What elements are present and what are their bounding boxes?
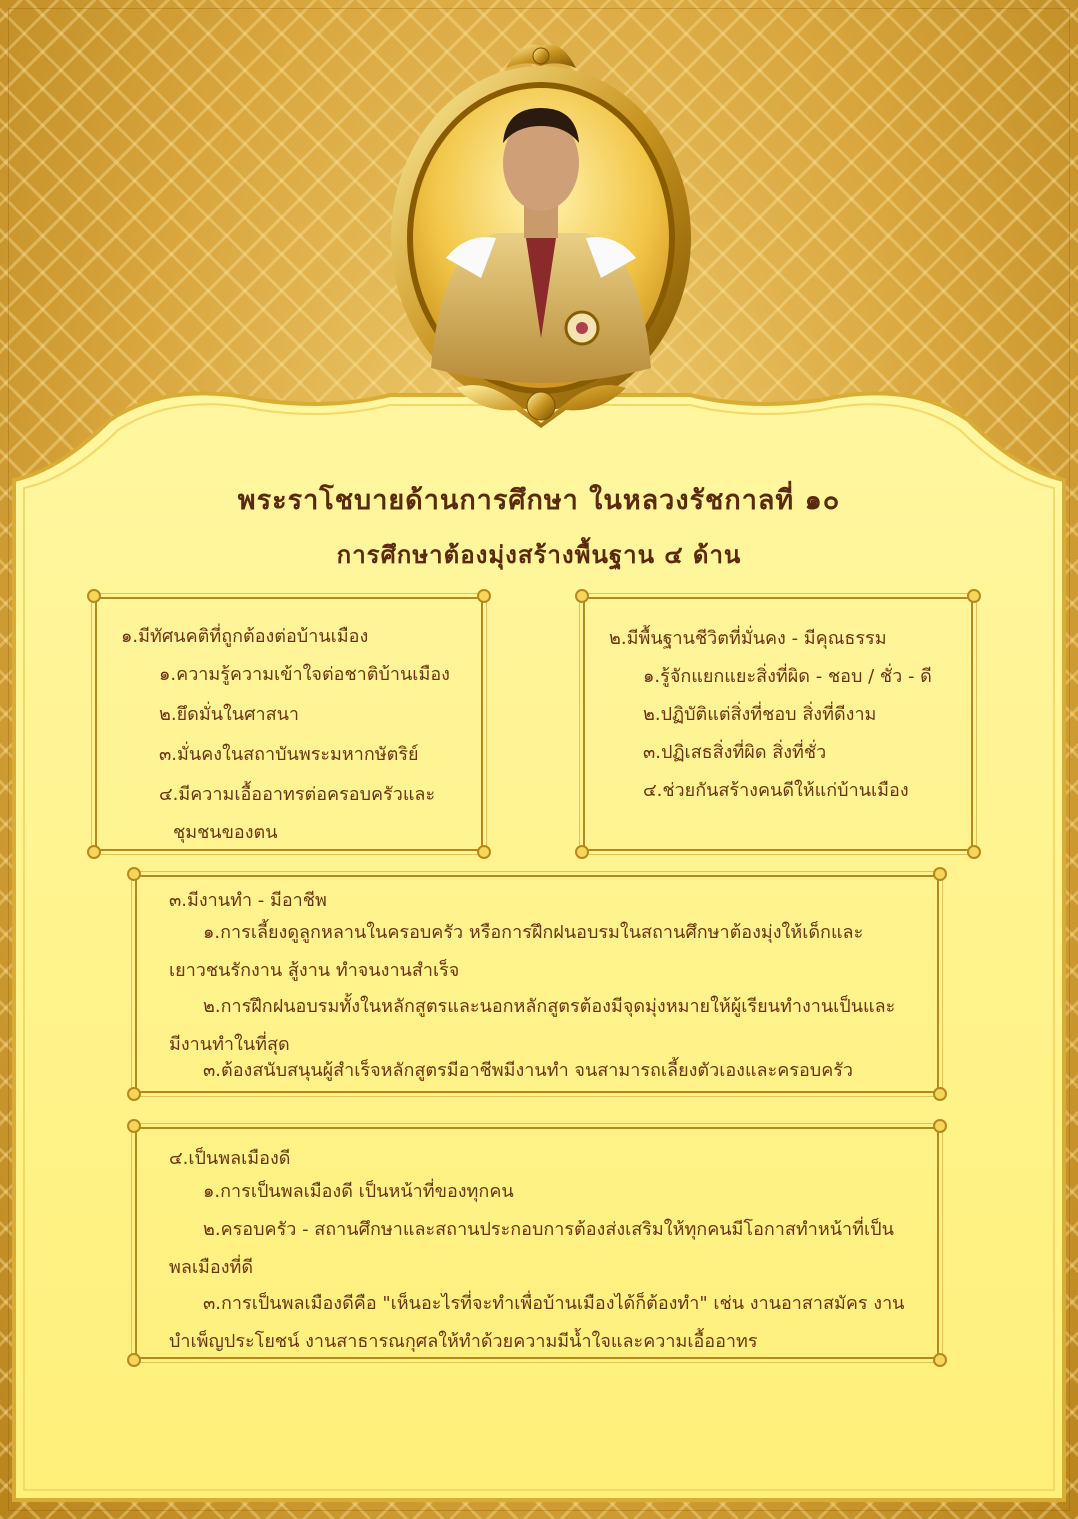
page-subtitle: การศึกษาต้องมุ่งสร้างพื้นฐาน ๔ ด้าน — [336, 540, 742, 569]
section-4-heading: ๔.เป็นพลเมืองดี — [169, 1148, 291, 1169]
section-3-item: ๑.การเลี้ยงดูลูกหลานในครอบครัว หรือการฝึกฝนอบรมในสถานศึกษาต้องมุ่งให้เด็กและเยาวชนรักงาน สู้งาน ทำจนงานสำเร็จ — [169, 922, 864, 981]
section-4-item: ๑.การเป็นพลเมืองดี เป็นหน้าที่ของทุกคน — [203, 1181, 514, 1202]
section-4-item: ๒.ครอบครัว - สถานศึกษาและสถานประกอบการต้องส่งเสริมให้ทุกคนมีโอกาสทำหน้าที่เป็นพลเมืองที่ดี — [169, 1219, 894, 1278]
section-1-item: ๓.มั่นคงในสถาบันพระมหากษัตริย์ — [159, 744, 419, 765]
portrait-frame — [386, 38, 696, 428]
section-2-item: ๒.ปฏิบัติแต่สิ่งที่ชอบ สิ่งที่ดีงาม — [643, 704, 877, 725]
section-3-item: ๓.ต้องสนับสนุนผู้สำเร็จหลักสูตรมีอาชีพมีงานทำ จนสามารถเลี้ยงตัวเองและครอบครัว — [203, 1060, 854, 1081]
section-1-item: ๔.มีความเอื้ออาทรต่อครอบครัวและ — [159, 784, 436, 805]
section-1-item: ๑.ความรู้ความเข้าใจต่อชาติบ้านเมือง — [159, 664, 450, 685]
section-2-item: ๑.รู้จักแยกแยะสิ่งที่ผิด - ชอบ / ชั่ว - ดี — [643, 666, 932, 687]
section-1-item: ชุมชนของตน — [173, 822, 278, 843]
section-3-heading: ๓.มีงานทำ - มีอาชีพ — [169, 890, 327, 911]
section-4-item: ๓.การเป็นพลเมืองดีคือ "เห็นอะไรที่จะทำเพื่อบ้านเมืองได้ก็ต้องทำ" เช่น งานอาสาสมัคร งานบำเพ็ญประโยชน์ งานสาธารณกุศลให้ทำด้วยความมีน้ำใจและความเอื้ออาทร — [169, 1293, 905, 1352]
section-3-box — [135, 875, 939, 1093]
section-1-item: ๒.ยึดมั่นในศาสนา — [159, 704, 300, 725]
section-2-box — [583, 597, 973, 851]
page-title: พระราโชบายด้านการศึกษา ในหลวงรัชกาลที่ ๑๐ — [237, 485, 841, 516]
section-2-heading: ๒.มีพื้นฐานชีวิตที่มั่นคง - มีคุณธรรม — [609, 628, 887, 649]
section-2-item: ๓.ปฏิเสธสิ่งที่ผิด สิ่งที่ชั่ว — [643, 742, 827, 763]
section-1-heading: ๑.มีทัศนคติที่ถูกต้องต่อบ้านเมือง — [121, 626, 369, 647]
section-2-item: ๔.ช่วยกันสร้างคนดีให้แก่บ้านเมือง — [643, 780, 909, 801]
section-4-box — [135, 1127, 939, 1359]
section-1-box — [95, 597, 483, 851]
section-3-item: ๒.การฝึกฝนอบรมทั้งในหลักสูตรและนอกหลักสูตรต้องมีจุดมุ่งหมายให้ผู้เรียนทำงานเป็นและมีงานทำในที่สุด — [169, 996, 896, 1055]
